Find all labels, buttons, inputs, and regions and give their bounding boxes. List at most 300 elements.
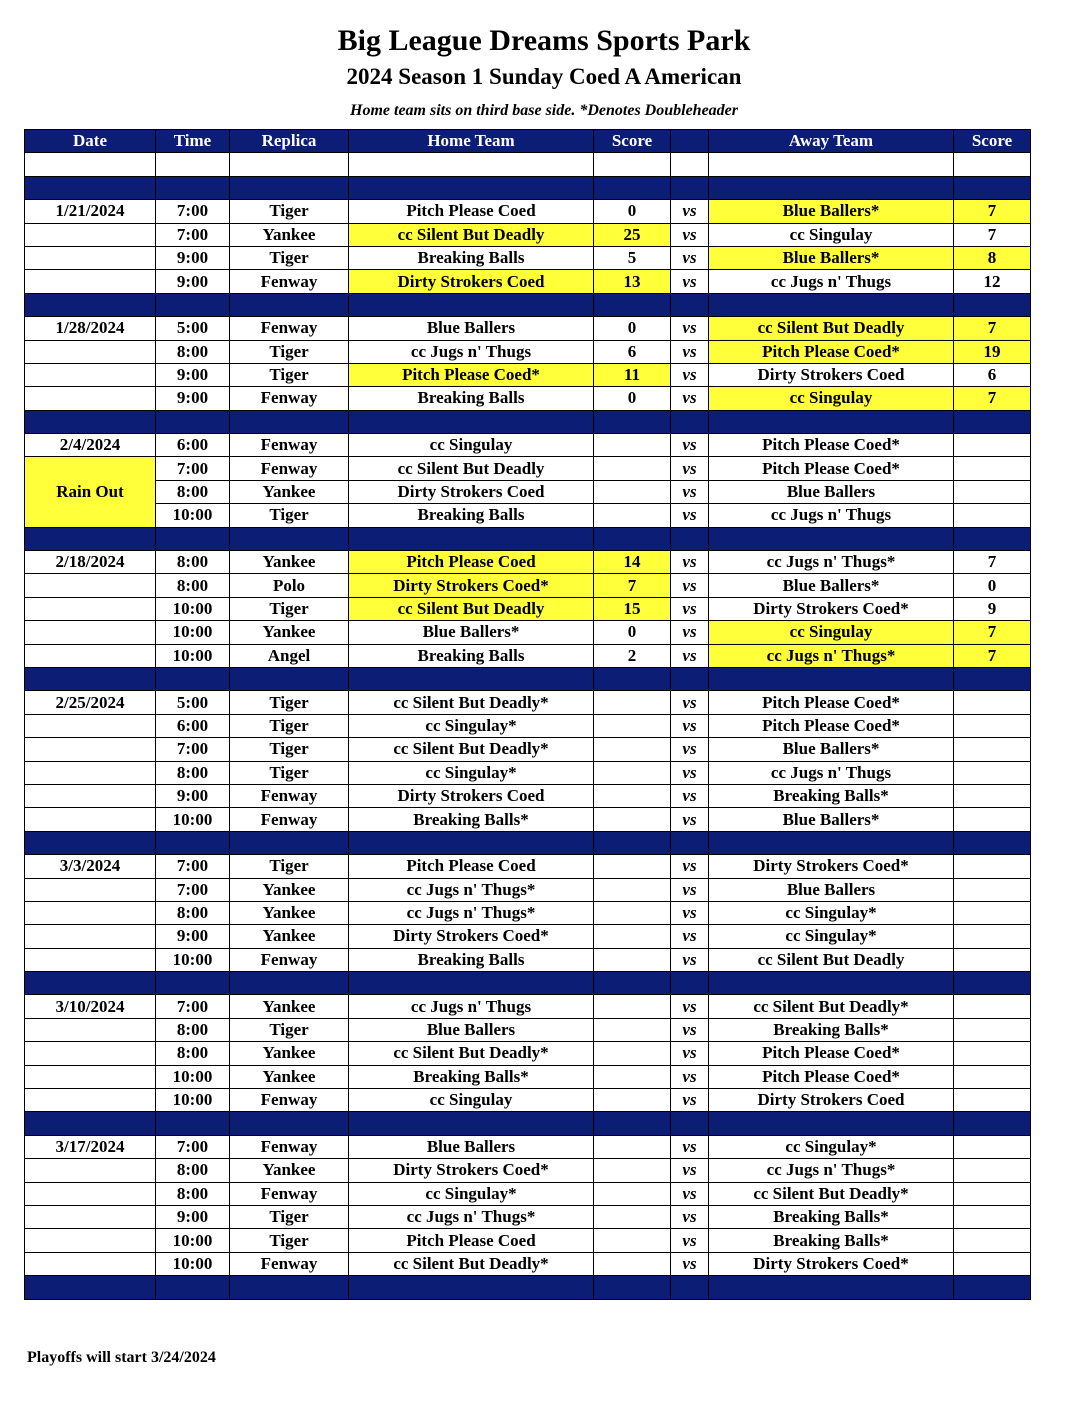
home-score-cell: 0 <box>594 621 671 644</box>
blank-cell <box>954 667 1031 690</box>
vs-cell: vs <box>671 246 709 269</box>
time-cell: 10:00 <box>156 504 230 527</box>
home-team-cell: Breaking Balls <box>349 644 594 667</box>
home-team-cell: cc Silent But Deadly* <box>349 1042 594 1065</box>
table-row <box>25 1159 1031 1182</box>
away-score-cell <box>954 948 1031 971</box>
vs-cell: vs <box>671 200 709 223</box>
time-cell: 8:00 <box>156 551 230 574</box>
home-team-cell: Pitch Please Coed <box>349 200 594 223</box>
date-cell-empty <box>25 621 156 644</box>
vs-cell: vs <box>671 1135 709 1158</box>
away-team-cell: Dirty Strokers Coed* <box>709 1252 954 1275</box>
table-row <box>25 270 1031 293</box>
vs-cell: vs <box>671 691 709 714</box>
separator-row <box>25 831 1031 854</box>
vs-cell: vs <box>671 363 709 386</box>
blank-cell <box>156 176 230 199</box>
schedule-table <box>24 129 1031 1300</box>
away-score-cell <box>954 808 1031 831</box>
home-score-cell <box>594 901 671 924</box>
blank-cell <box>671 293 709 316</box>
away-score-cell <box>954 1135 1031 1158</box>
blank-cell <box>671 972 709 995</box>
away-score-cell <box>954 1065 1031 1088</box>
date-cell-empty <box>25 363 156 386</box>
away-score-cell <box>954 1229 1031 1252</box>
away-team-cell: Pitch Please Coed* <box>709 340 954 363</box>
date-cell-empty <box>25 1229 156 1252</box>
blank-cell <box>25 527 156 550</box>
table-row <box>25 1018 1031 1041</box>
table-row <box>25 1042 1031 1065</box>
home-team-cell: cc Silent But Deadly* <box>349 1252 594 1275</box>
time-cell: 7:00 <box>156 878 230 901</box>
replica-cell: Yankee <box>230 925 349 948</box>
blank-cell <box>230 293 349 316</box>
away-team-cell: Blue Ballers <box>709 878 954 901</box>
away-team-cell: cc Silent But Deadly* <box>709 1182 954 1205</box>
home-score-cell: 15 <box>594 597 671 620</box>
replica-cell: Tiger <box>230 761 349 784</box>
vs-cell: vs <box>671 223 709 246</box>
replica-cell: Yankee <box>230 1159 349 1182</box>
blank-cell <box>954 410 1031 433</box>
blank-cell <box>594 410 671 433</box>
away-score-cell: 7 <box>954 200 1031 223</box>
blank-cell <box>25 1276 156 1299</box>
replica-cell: Tiger <box>230 1229 349 1252</box>
blank-cell <box>25 831 156 854</box>
vs-cell: vs <box>671 644 709 667</box>
vs-cell: vs <box>671 855 709 878</box>
away-score-cell <box>954 1252 1031 1275</box>
time-cell: 10:00 <box>156 948 230 971</box>
away-score-cell <box>954 738 1031 761</box>
col-away-score: Score <box>954 130 1031 153</box>
blank-cell <box>594 831 671 854</box>
home-team-cell: cc Silent But Deadly <box>349 457 594 480</box>
blank-cell <box>349 1112 594 1135</box>
separator-row <box>25 972 1031 995</box>
away-team-cell: Pitch Please Coed* <box>709 1042 954 1065</box>
table-row <box>25 434 1031 457</box>
blank-cell <box>349 667 594 690</box>
blank-cell <box>349 1276 594 1299</box>
away-team-cell: Blue Ballers* <box>709 246 954 269</box>
page-title: Big League Dreams Sports Park <box>337 24 751 57</box>
home-team-cell: cc Singulay* <box>349 1182 594 1205</box>
away-team-cell: cc Singulay <box>709 223 954 246</box>
vs-cell: vs <box>671 784 709 807</box>
away-team-cell: Pitch Please Coed* <box>709 1065 954 1088</box>
date-cell-empty <box>25 738 156 761</box>
vs-cell: vs <box>671 270 709 293</box>
date-cell-empty <box>25 387 156 410</box>
col-away-team: Away Team <box>709 130 954 153</box>
table-row <box>25 223 1031 246</box>
away-team-cell: Blue Ballers* <box>709 808 954 831</box>
home-score-cell <box>594 1159 671 1182</box>
home-score-cell <box>594 504 671 527</box>
home-score-cell: 0 <box>594 200 671 223</box>
table-row <box>25 1065 1031 1088</box>
home-team-cell: cc Jugs n' Thugs* <box>349 901 594 924</box>
replica-cell: Tiger <box>230 1205 349 1228</box>
home-score-cell <box>594 1205 671 1228</box>
blank-cell <box>230 410 349 433</box>
blank-cell <box>156 293 230 316</box>
table-row <box>25 784 1031 807</box>
away-score-cell <box>954 1042 1031 1065</box>
home-team-cell: Pitch Please Coed <box>349 551 594 574</box>
home-score-cell: 6 <box>594 340 671 363</box>
blank-cell <box>709 831 954 854</box>
blank-cell <box>709 1112 954 1135</box>
away-score-cell <box>954 504 1031 527</box>
vs-cell: vs <box>671 1159 709 1182</box>
time-cell: 8:00 <box>156 901 230 924</box>
vs-cell: vs <box>671 1229 709 1252</box>
blank-cell <box>230 667 349 690</box>
away-team-cell: cc Singulay* <box>709 1135 954 1158</box>
table-row <box>25 901 1031 924</box>
away-score-cell <box>954 1018 1031 1041</box>
replica-cell: Fenway <box>230 948 349 971</box>
home-score-cell <box>594 878 671 901</box>
col-date: Date <box>25 130 156 153</box>
replica-cell: Tiger <box>230 1018 349 1041</box>
home-score-cell <box>594 691 671 714</box>
away-team-cell: cc Silent But Deadly <box>709 948 954 971</box>
home-score-cell <box>594 1018 671 1041</box>
separator-row <box>25 1276 1031 1299</box>
date-cell-empty <box>25 901 156 924</box>
away-team-cell: cc Jugs n' Thugs <box>709 504 954 527</box>
replica-cell: Tiger <box>230 597 349 620</box>
blank-cell <box>25 410 156 433</box>
date-cell-empty <box>25 1065 156 1088</box>
away-score-cell: 7 <box>954 551 1031 574</box>
time-cell: 10:00 <box>156 644 230 667</box>
home-score-cell: 0 <box>594 387 671 410</box>
table-row <box>25 995 1031 1018</box>
col-home-score: Score <box>594 130 671 153</box>
away-score-cell <box>954 761 1031 784</box>
vs-cell: vs <box>671 714 709 737</box>
blank-cell <box>25 176 156 199</box>
blank-cell <box>25 153 156 176</box>
replica-cell: Yankee <box>230 480 349 503</box>
home-team-cell: Breaking Balls <box>349 387 594 410</box>
home-score-cell <box>594 1065 671 1088</box>
page-note: Home team sits on third base side. *Denotes Doubleheader <box>350 102 738 119</box>
home-team-cell: cc Silent But Deadly <box>349 223 594 246</box>
vs-cell: vs <box>671 738 709 761</box>
blank-cell <box>709 527 954 550</box>
away-team-cell: cc Jugs n' Thugs* <box>709 551 954 574</box>
date-cell: 1/21/2024 <box>25 200 156 223</box>
home-score-cell: 5 <box>594 246 671 269</box>
home-score-cell: 2 <box>594 644 671 667</box>
time-cell: 7:00 <box>156 855 230 878</box>
blank-cell <box>349 293 594 316</box>
table-row <box>25 574 1031 597</box>
table-row <box>25 714 1031 737</box>
time-cell: 7:00 <box>156 995 230 1018</box>
date-cell-empty <box>25 878 156 901</box>
time-cell: 7:00 <box>156 1135 230 1158</box>
time-cell: 10:00 <box>156 1229 230 1252</box>
blank-cell <box>594 527 671 550</box>
blank-cell <box>671 153 709 176</box>
replica-cell: Fenway <box>230 317 349 340</box>
time-cell: 7:00 <box>156 200 230 223</box>
separator-row <box>25 667 1031 690</box>
home-score-cell <box>594 434 671 457</box>
separator-row <box>25 293 1031 316</box>
time-cell: 9:00 <box>156 387 230 410</box>
home-score-cell <box>594 761 671 784</box>
home-team-cell: Dirty Strokers Coed* <box>349 574 594 597</box>
replica-cell: Fenway <box>230 1182 349 1205</box>
home-team-cell: Pitch Please Coed <box>349 855 594 878</box>
rain-out-badge: Rain Out <box>25 457 156 527</box>
away-score-cell: 7 <box>954 317 1031 340</box>
date-cell-empty <box>25 948 156 971</box>
home-score-cell <box>594 457 671 480</box>
blank-cell <box>954 1276 1031 1299</box>
home-team-cell: cc Singulay <box>349 434 594 457</box>
time-cell: 7:00 <box>156 457 230 480</box>
replica-cell: Yankee <box>230 901 349 924</box>
blank-cell <box>230 176 349 199</box>
home-score-cell <box>594 855 671 878</box>
vs-cell: vs <box>671 434 709 457</box>
vs-cell: vs <box>671 878 709 901</box>
table-row <box>25 738 1031 761</box>
time-cell: 8:00 <box>156 1182 230 1205</box>
away-team-cell: cc Singulay* <box>709 901 954 924</box>
blank-cell <box>230 831 349 854</box>
replica-cell: Yankee <box>230 551 349 574</box>
away-team-cell: Dirty Strokers Coed* <box>709 855 954 878</box>
blank-cell <box>954 293 1031 316</box>
away-team-cell: Pitch Please Coed* <box>709 457 954 480</box>
table-row <box>25 457 1031 480</box>
blank-cell <box>25 667 156 690</box>
time-cell: 8:00 <box>156 1159 230 1182</box>
replica-cell: Fenway <box>230 784 349 807</box>
away-team-cell: cc Jugs n' Thugs* <box>709 644 954 667</box>
time-cell: 8:00 <box>156 1042 230 1065</box>
blank-row <box>25 153 1031 176</box>
vs-cell: vs <box>671 901 709 924</box>
home-team-cell: Dirty Strokers Coed <box>349 784 594 807</box>
blank-cell <box>594 972 671 995</box>
vs-cell: vs <box>671 1042 709 1065</box>
away-team-cell: cc Singulay <box>709 621 954 644</box>
date-cell-empty <box>25 574 156 597</box>
table-row <box>25 200 1031 223</box>
time-cell: 5:00 <box>156 691 230 714</box>
away-score-cell <box>954 995 1031 1018</box>
time-cell: 10:00 <box>156 1252 230 1275</box>
time-cell: 10:00 <box>156 808 230 831</box>
time-cell: 10:00 <box>156 621 230 644</box>
time-cell: 6:00 <box>156 714 230 737</box>
home-score-cell <box>594 784 671 807</box>
home-score-cell <box>594 925 671 948</box>
home-team-cell: Blue Ballers <box>349 1018 594 1041</box>
col-replica: Replica <box>230 130 349 153</box>
blank-cell <box>954 527 1031 550</box>
replica-cell: Yankee <box>230 223 349 246</box>
home-team-cell: Blue Ballers* <box>349 621 594 644</box>
replica-cell: Fenway <box>230 457 349 480</box>
blank-cell <box>156 410 230 433</box>
vs-cell: vs <box>671 761 709 784</box>
away-score-cell: 19 <box>954 340 1031 363</box>
table-row <box>25 948 1031 971</box>
table-row <box>25 1229 1031 1252</box>
blank-cell <box>25 1112 156 1135</box>
blank-cell <box>594 176 671 199</box>
away-score-cell <box>954 1089 1031 1112</box>
table-row <box>25 691 1031 714</box>
home-team-cell: Breaking Balls <box>349 504 594 527</box>
home-team-cell: cc Silent But Deadly* <box>349 738 594 761</box>
page-subtitle: 2024 Season 1 Sunday Coed A American <box>346 64 742 89</box>
separator-row <box>25 410 1031 433</box>
table-row <box>25 925 1031 948</box>
replica-cell: Yankee <box>230 1065 349 1088</box>
table-row <box>25 1182 1031 1205</box>
blank-cell <box>349 527 594 550</box>
table-row <box>25 1205 1031 1228</box>
blank-cell <box>156 1276 230 1299</box>
home-team-cell: cc Singulay <box>349 1089 594 1112</box>
home-team-cell: Pitch Please Coed <box>349 1229 594 1252</box>
blank-cell <box>671 831 709 854</box>
away-team-cell: Blue Ballers* <box>709 200 954 223</box>
away-team-cell: Blue Ballers <box>709 480 954 503</box>
blank-cell <box>349 153 594 176</box>
away-team-cell: Pitch Please Coed* <box>709 691 954 714</box>
blank-cell <box>594 667 671 690</box>
away-score-cell: 7 <box>954 387 1031 410</box>
blank-cell <box>709 293 954 316</box>
replica-cell: Fenway <box>230 1089 349 1112</box>
replica-cell: Fenway <box>230 1252 349 1275</box>
home-team-cell: cc Jugs n' Thugs <box>349 995 594 1018</box>
time-cell: 8:00 <box>156 761 230 784</box>
separator-row <box>25 1112 1031 1135</box>
home-score-cell <box>594 480 671 503</box>
vs-cell: vs <box>671 597 709 620</box>
time-cell: 8:00 <box>156 1018 230 1041</box>
home-team-cell: cc Silent But Deadly* <box>349 691 594 714</box>
vs-cell: vs <box>671 317 709 340</box>
home-score-cell <box>594 1252 671 1275</box>
home-score-cell <box>594 808 671 831</box>
away-score-cell <box>954 714 1031 737</box>
date-cell-empty <box>25 223 156 246</box>
header-row <box>25 130 1031 153</box>
date-cell: 1/28/2024 <box>25 317 156 340</box>
away-score-cell: 9 <box>954 597 1031 620</box>
home-team-cell: Breaking Balls <box>349 246 594 269</box>
table-row <box>25 878 1031 901</box>
away-score-cell <box>954 1205 1031 1228</box>
vs-cell: vs <box>671 808 709 831</box>
vs-cell: vs <box>671 504 709 527</box>
table-row <box>25 1089 1031 1112</box>
away-team-cell: Pitch Please Coed* <box>709 434 954 457</box>
away-team-cell: Dirty Strokers Coed <box>709 1089 954 1112</box>
date-cell-empty <box>25 246 156 269</box>
vs-cell: vs <box>671 995 709 1018</box>
blank-cell <box>349 972 594 995</box>
blank-cell <box>230 972 349 995</box>
away-team-cell: Blue Ballers* <box>709 574 954 597</box>
date-cell: 3/10/2024 <box>25 995 156 1018</box>
home-team-cell: Dirty Strokers Coed* <box>349 1159 594 1182</box>
away-score-cell <box>954 434 1031 457</box>
home-score-cell: 7 <box>594 574 671 597</box>
blank-cell <box>230 1112 349 1135</box>
away-score-cell <box>954 1159 1031 1182</box>
blank-cell <box>156 831 230 854</box>
date-cell-empty <box>25 644 156 667</box>
away-team-cell: cc Jugs n' Thugs <box>709 270 954 293</box>
date-cell-empty <box>25 1182 156 1205</box>
home-team-cell: Breaking Balls* <box>349 808 594 831</box>
table-row <box>25 551 1031 574</box>
col-home-team: Home Team <box>349 130 594 153</box>
home-score-cell: 0 <box>594 317 671 340</box>
away-team-cell: cc Singulay* <box>709 925 954 948</box>
blank-cell <box>156 972 230 995</box>
blank-cell <box>954 972 1031 995</box>
blank-cell <box>671 176 709 199</box>
home-score-cell: 11 <box>594 363 671 386</box>
home-score-cell <box>594 948 671 971</box>
home-score-cell <box>594 1135 671 1158</box>
home-score-cell: 14 <box>594 551 671 574</box>
away-score-cell: 7 <box>954 223 1031 246</box>
blank-cell <box>230 1276 349 1299</box>
blank-cell <box>349 176 594 199</box>
vs-cell: vs <box>671 1252 709 1275</box>
away-team-cell: cc Silent But Deadly* <box>709 995 954 1018</box>
table-row <box>25 597 1031 620</box>
home-team-cell: Dirty Strokers Coed <box>349 480 594 503</box>
replica-cell: Yankee <box>230 878 349 901</box>
col-vs <box>671 130 709 153</box>
date-cell-empty <box>25 714 156 737</box>
away-score-cell: 0 <box>954 574 1031 597</box>
table-row <box>25 808 1031 831</box>
replica-cell: Fenway <box>230 434 349 457</box>
replica-cell: Fenway <box>230 808 349 831</box>
footer-note: Playoffs will start 3/24/2024 <box>27 1349 216 1366</box>
away-score-cell <box>954 855 1031 878</box>
time-cell: 8:00 <box>156 340 230 363</box>
time-cell: 9:00 <box>156 363 230 386</box>
away-team-cell: cc Silent But Deadly <box>709 317 954 340</box>
blank-cell <box>230 527 349 550</box>
